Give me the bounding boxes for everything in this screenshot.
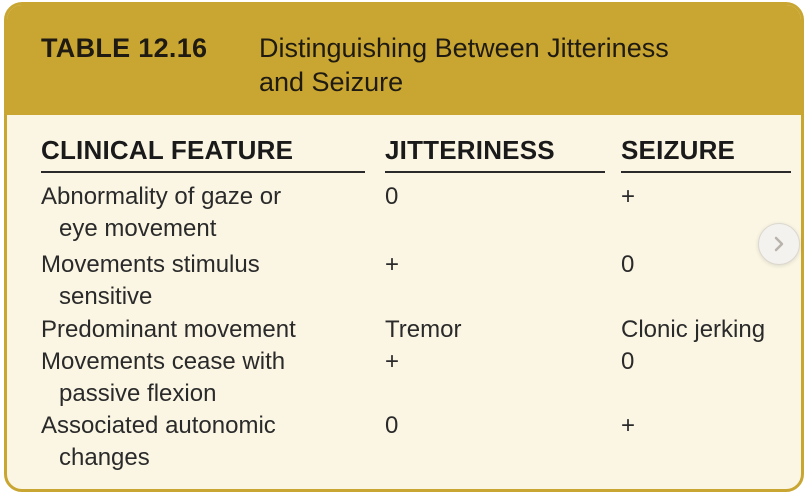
table-cell-jitteriness: Tremor <box>385 316 462 343</box>
table-cell-jitteriness: + <box>385 348 400 375</box>
header-seizure: SEIZURE <box>621 135 736 165</box>
feature-line: Predominant movement <box>41 316 296 343</box>
table-row-feature <box>41 410 361 474</box>
table-row-feature <box>41 181 361 245</box>
feature-line: Movements stimulus <box>41 251 260 278</box>
table-row-feature <box>41 346 361 410</box>
table-cell-jitteriness: + <box>385 251 400 278</box>
table-frame <box>4 2 804 492</box>
next-image-button[interactable] <box>758 223 800 265</box>
table-title-line2: and Seizure <box>259 67 404 97</box>
table-title-band <box>7 5 801 115</box>
table-cell-seizure: + <box>621 412 636 439</box>
feature-line-continued: eye movement <box>59 215 217 242</box>
feature-line-continued: sensitive <box>59 283 153 310</box>
table-title-line1: Distinguishing Between Jitteriness <box>259 33 669 63</box>
feature-line: Movements cease with <box>41 348 286 375</box>
table-row-feature <box>41 249 361 313</box>
feature-line: Abnormality of gaze or <box>41 183 282 210</box>
table-cell-jitteriness: 0 <box>385 183 399 210</box>
table-cell-jitteriness: 0 <box>385 412 399 439</box>
table-cell-seizure: 0 <box>621 348 635 375</box>
table-number: TABLE 12.16 <box>41 33 208 63</box>
header-jitteriness: JITTERINESS <box>385 135 555 165</box>
table-row-feature <box>41 314 361 346</box>
feature-line-continued: changes <box>59 444 150 471</box>
feature-line: Associated autonomic <box>41 412 276 439</box>
table-cell-seizure: Clonic jerking <box>621 316 766 343</box>
header-rule-jitteriness <box>385 171 605 173</box>
header-rule-seizure <box>621 171 791 173</box>
feature-line-continued: passive flexion <box>59 380 217 407</box>
header-clinical-feature: CLINICAL FEATURE <box>41 135 294 165</box>
header-rule-feature <box>41 171 365 173</box>
table-cell-seizure: 0 <box>621 251 635 278</box>
chevron-right-icon <box>770 235 788 253</box>
table-cell-seizure: + <box>621 183 636 210</box>
table-title <box>259 31 779 99</box>
